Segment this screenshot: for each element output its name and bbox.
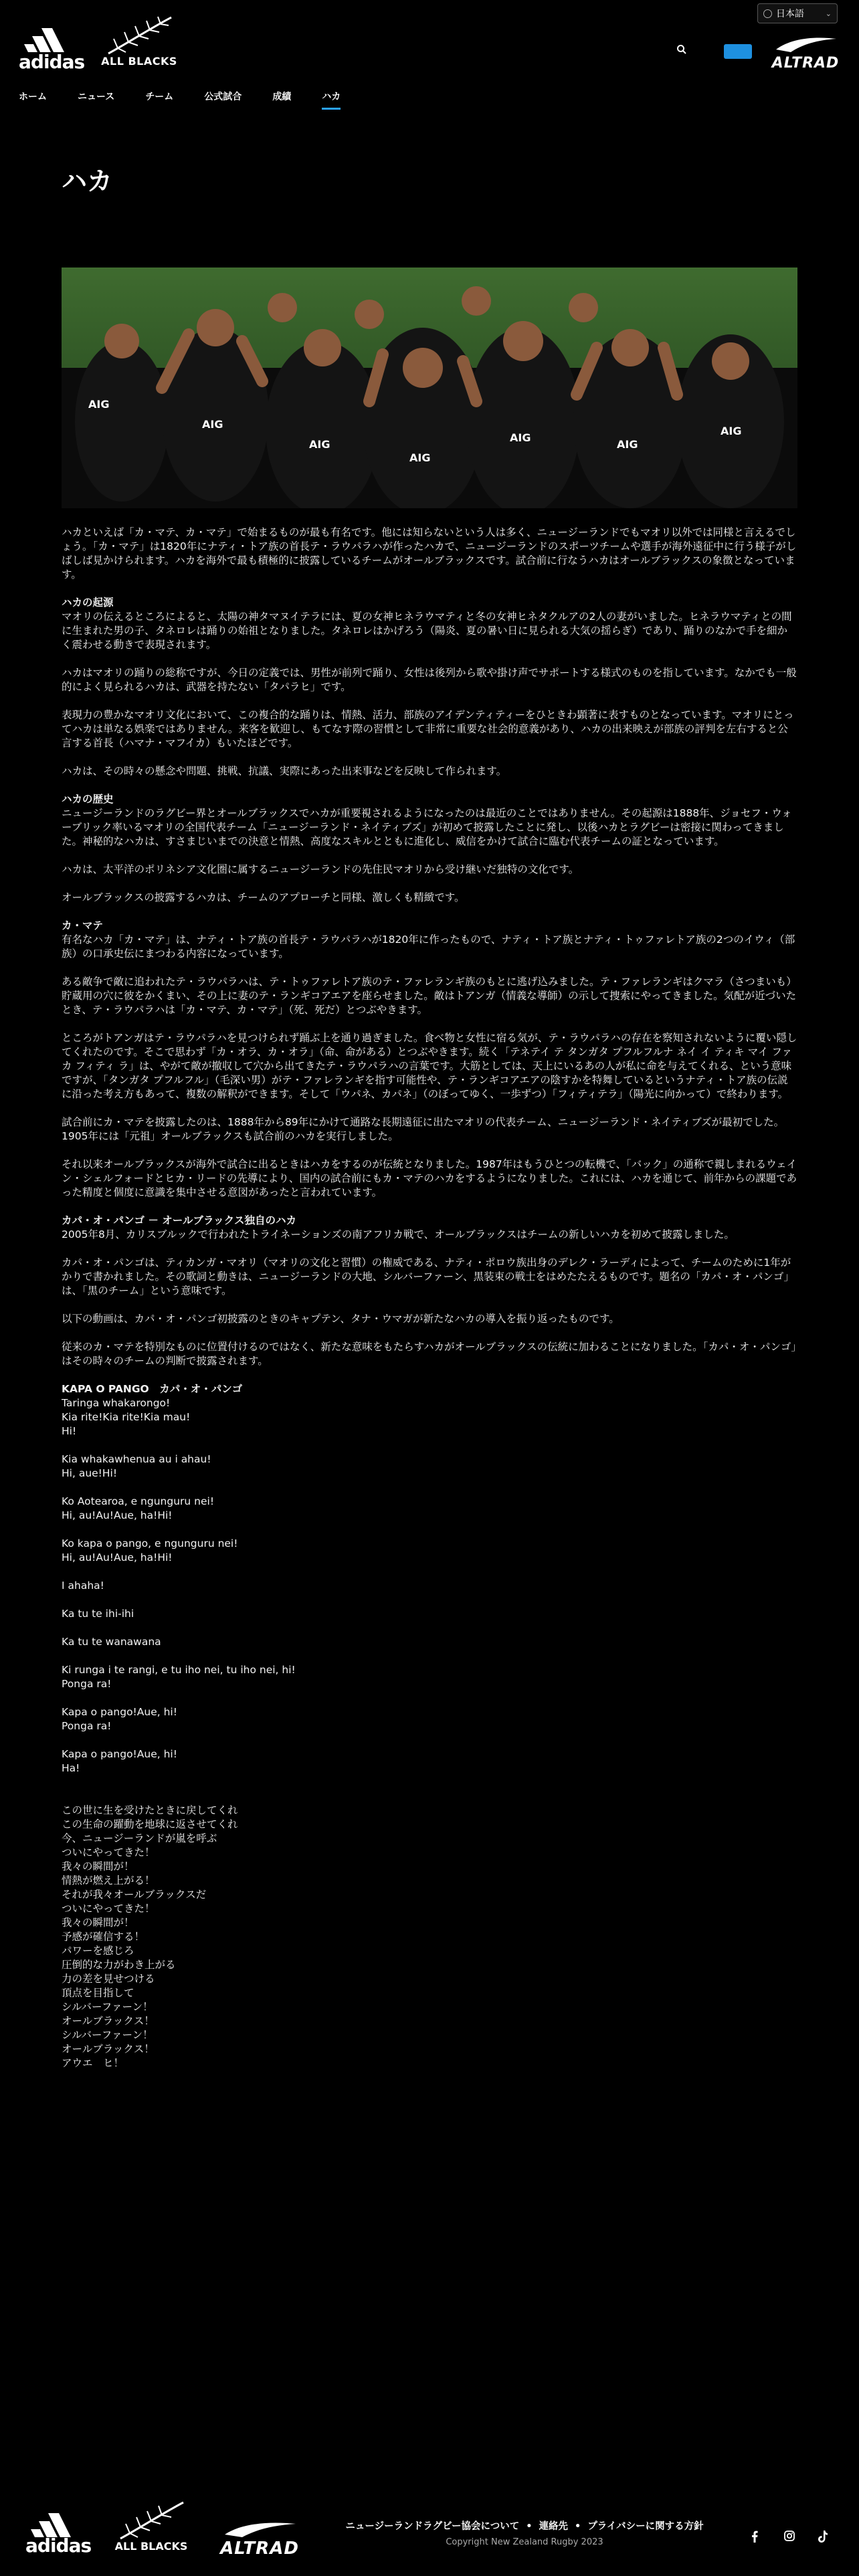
site-header (0, 0, 859, 114)
section-heading-origin: ハカの起源 (62, 597, 114, 609)
altrad-wing-icon (218, 2520, 301, 2540)
lyric-line: 予感が確信する！ (62, 1931, 145, 1943)
lyric-line (62, 1523, 797, 1537)
svg-text:AIG: AIG (510, 431, 531, 444)
footer-link-contact[interactable]: 連絡先 (539, 2521, 569, 2532)
paragraph: ハカは、太平洋のポリネシア文化圏に属するニュージーランドの先住民マオリから受け継いだ独特の文化です。 (62, 863, 579, 875)
lyric-line: 情熱が燃え上がる！ (62, 1874, 155, 1887)
lyric-line: Ponga ra! (62, 1720, 112, 1732)
lyric-line: Kia rite!Kia rite!Kia mau! (62, 1411, 191, 1423)
paragraph: マオリの伝えるところによると、太陽の神タマヌイテラには、夏の女神ヒネラウマティと冬の女神ヒネタクルアの2人の妻がいました。ヒネラウマティとの間に生まれた男の子、タネロレは踊りの始祖となりました。タネロレはかげろう（陽炎、夏の暑い日に見られる大気の揺らぎ）であり、踊りのなかで手を細かく震わせる動きで表現されます。 (62, 611, 792, 651)
footer-link-about[interactable]: ニュージーランドラグビー協会について (345, 2521, 520, 2532)
lyric-line: アウエ ヒ！ (62, 2057, 124, 2069)
paragraph: オールブラックスの披露するハカは、チームのアプローチと同様、激しくも精緻です。 (62, 891, 465, 903)
footer-allblacks-wordmark: ALL BLACKS (114, 2540, 188, 2553)
lyric-line (62, 1649, 797, 1663)
lyric-line: ついにやってきた！ (62, 1903, 155, 1915)
article-body (62, 526, 797, 2070)
lyric-line: Ponga ra! (62, 1678, 112, 1690)
language-value: 日本語 (776, 9, 804, 19)
chevron-down-icon: ⌄ (825, 9, 832, 18)
paragraph: 表現力の豊かなマオリ文化において、この複合的な踊りは、情熱、活力、部族のアイデンティティーをひときわ顕著に表すものとなっています。マオリにとってハカは単なる娯楽ではありません。来客を歓迎し、もてなす際の習慣として非常に重要な社会的意義があり、ハカの出来映えが部族の評判を左右すると公言する首長（ハマナ・マフイカ）もいたほどです。 (62, 709, 794, 749)
svg-text:AIG: AIG (721, 425, 742, 437)
svg-text:AIG: AIG (617, 438, 638, 451)
lyric-line: それが我々オールブラックスだ (62, 1889, 207, 1901)
copyright: Copyright New Zealand Rugby 2023 (446, 2537, 603, 2547)
lyric-line: Hi, au!Au!Aue, ha!Hi! (62, 1509, 173, 1521)
account-button[interactable] (724, 44, 752, 59)
section-heading-kamate: カ・マテ (62, 920, 104, 932)
lyric-line: Ki runga i te rangi, e tu iho nei, tu iho nei, hi! (62, 1664, 296, 1676)
lyric-line: Hi, au!Au!Aue, ha!Hi! (62, 1551, 173, 1564)
lyric-line: Ha! (62, 1762, 80, 1774)
lyrics-block (62, 1396, 797, 2070)
nav-team[interactable]: チーム (145, 92, 174, 102)
svg-text:AIG: AIG (202, 418, 223, 431)
lyric-line: Ko Aotearoa, e ngunguru nei! (62, 1495, 215, 1507)
paragraph: 有名なハカ「カ・マテ」は、ナティ・トア族の首長テ・ラウパラハが1820年に作ったもので、ナティ・トア族とナティ・トゥファレトア族の2つのイウィ（部族）の口承史伝にまつわる内容になっています。 (62, 934, 795, 960)
lyric-line: Ka tu te wanawana (62, 1636, 161, 1648)
paragraph: ハカといえば「カ・マテ、カ・マテ」で始まるものが最も有名です。他には知らないという人は多く、ニュージーランドでもマオリ以外では同様と言えるでしょう。「カ・マテ」は1820年にナティ・トア族の首長テ・ラウパラハが作ったハカで、ニュージーランドのスポーツチームや選手が海外遠征中に行う様子がしばしば見かけられます。ハカを海外で最も積極的に披露しているチームがオールブラックスです。試合前に行なうハカはオールブラックスの象徴となっています。 (62, 526, 797, 580)
lyric-line: 圧倒的な力がわき上がる (62, 1959, 176, 1971)
facebook-icon[interactable] (749, 2531, 760, 2544)
svg-text:AIG: AIG (88, 398, 110, 411)
silver-fern-icon (111, 2500, 191, 2541)
footer-altrad-logo[interactable] (218, 2520, 301, 2557)
lyric-line (62, 1593, 797, 1607)
lyric-line: ついにやってきた！ (62, 1846, 155, 1858)
lyric-line: オールブラックス！ (62, 2015, 155, 2027)
lyric-line: Ko kapa o pango, e ngunguru nei! (62, 1537, 238, 1549)
paragraph: 2005年8月、カリスブルックで行われたトライネーションズの南アフリカ戦で、オールブラックスはチームの新しいハカを初めて披露しました。 (62, 1228, 735, 1241)
paragraph: 以下の動画は、カパ・オ・パンゴ初披露のときのキャプテン、タナ・ウマガが新たなハカの導入を振り返ったものです。 (62, 1313, 619, 1325)
lyric-line: この世に生を受けたときに戻してくれ (62, 1804, 238, 1816)
lyric-line (62, 1481, 797, 1495)
footer-altrad-wordmark: ALTRAD (220, 2539, 299, 2559)
footer-allblacks-logo[interactable] (111, 2500, 191, 2556)
paragraph: カパ・オ・パンゴは、ティカンガ・マオリ（マオリの文化と習慣）の権威である、ナティ・ポロウ族出身のデレク・ラーディによって、チームのために1年がかりで書かれました。その歌詞と動きは、ニュージーランドの大地、シルバーファーン、黒装束の戦士をはめたたえるものです。題名の「カパ・オ・パンゴ」は、「黒のチーム」という意味です。 (62, 1257, 794, 1297)
altrad-wing-icon (771, 35, 840, 55)
lyric-line: Taringa whakarongo! (62, 1397, 171, 1409)
lyric-line: 今、ニュージーランドが嵐を呼ぶ (62, 1832, 217, 1844)
footer-link-privacy[interactable]: プライバシーに関する方針 (587, 2521, 704, 2532)
section-heading-history: ハカの歴史 (62, 793, 114, 805)
svg-text:AIG: AIG (309, 438, 330, 451)
lyric-line: I ahaha! (62, 1580, 104, 1592)
lyric-line: Kapa o pango!Aue, hi! (62, 1706, 177, 1718)
lyric-line: シルバーファーン！ (62, 2001, 153, 2013)
paragraph: それ以来オールブラックスが海外で試合に出るときはハカをするのが伝統となりました。1987年はもうひとつの転機で、「バック」の通称で親しまれるウェイン・シェルフォードとヒカ・リードの先導により、国内の試合前にもカ・マテのハカをするようになりました。これには、ハカを通じて、前年からの課題であった精度と個度に意識を集中させる意図があったと言われています。 (62, 1158, 797, 1198)
lyric-line: この生命の躍動を地球に返させてくれ (62, 1818, 238, 1830)
nav-results[interactable]: 成績 (272, 92, 292, 102)
lyric-line: Kapa o pango!Aue, hi! (62, 1748, 177, 1760)
lyric-line: Hi! (62, 1425, 77, 1437)
lyric-line: 我々の瞬間が！ (62, 1860, 134, 1872)
lyric-line: パワーを感じろ (62, 1945, 134, 1957)
lyric-line (62, 1790, 797, 1804)
lyric-line (62, 1438, 797, 1453)
paragraph: ニュージーランドのラグビー界とオールブラックスでハカが重要視されるようになったのは最近のことではありません。その起源は1888年、ジョセフ・ウォーブリック率いるマオリの全国代表チーム「ニュージーランド・ネイティブズ」が初めて披露したことに発し、以後ハカとラグビーは密接に関わってきました。神秘的なハカは、すさまじいまでの決意と情熱、高度なスキルとともに進化し、威信をかけて試合に臨む代表チームの証となっています。 (62, 807, 792, 847)
adidas-logo[interactable] (19, 27, 85, 73)
altrad-logo[interactable] (771, 35, 840, 72)
footer-adidas-wordmark: adidas (25, 2535, 92, 2557)
tiktok-icon[interactable] (818, 2531, 828, 2544)
paragraph: 試合前にカ・マテを披露したのは、1888年から89年にかけて通路な長期遠征に出たマオリの代表チーム、ニュージーランド・ネイティブズが最初でした。1905年には「元祖」オールブラックスも試合前のハカを実行しました。 (62, 1116, 785, 1142)
lyric-line: 我々の瞬間が！ (62, 1917, 134, 1929)
altrad-wordmark: ALTRAD (771, 55, 840, 72)
nav-news[interactable]: ニュース (78, 92, 115, 102)
lyric-line: Hi, aue!Hi! (62, 1467, 118, 1479)
lyric-line (62, 1621, 797, 1635)
paragraph: 従来のカ・マテを特別なものに位置付けるのではなく、新たな意味をもたらすハカがオールブラックスの伝統に加わることになりました。「カパ・オ・パンゴ」はその時々のチームの判断で披露されます。 (62, 1341, 797, 1367)
lyric-line: シルバーファーン！ (62, 2029, 153, 2041)
adidas-stripes-icon (19, 27, 82, 53)
nav-home[interactable]: ホーム (19, 92, 47, 102)
language-select[interactable] (757, 3, 838, 23)
lyric-line: 力の差を見せつける (62, 1973, 155, 1985)
main-nav (19, 90, 341, 112)
paragraph: ハカはマオリの踊りの総称ですが、今日の定義では、男性が前列で踊り、女性は後列から歌や掛け声でサポートする様式のものを指しています。なかでも一般的によく見られるハカは、武器を持たない「タパラヒ」です。 (62, 667, 797, 693)
lyric-line (62, 1691, 797, 1705)
hero-image-haka (62, 267, 797, 508)
lyric-line: Kia whakawhenua au i ahau! (62, 1453, 211, 1465)
lyric-line (62, 1776, 797, 1790)
lyric-line: 頂点を目指して (62, 1987, 134, 1999)
paragraph: ところがトアンガはテ・ラウパラハを見つけられず踊ぶ上を通り過ぎました。食べ物と女性に宿る気が、テ・ラウパラハの存在を察知されないように覆い隠してくれたのです。そこで思わず「カ・オラ、カ・オラ」（命、命がある）とつぶやきます。続く「テネテイ テ タンガタ プフルフルナ ネイ イ ティキ マイ ファカ フィティ ラ」は、やがて敵が撤収して穴から出てきたテ・ラウパラハの言葉です。大筋としては、天上にいるあの人が私に命を与えてくれる、という意味ですが、「タンガタ プフルフル」（毛深い男）がテ・ファレランギを指す可能性や、テ・ランギコアエアの陰すかを特舞しているというナティ・トア族の伝説に沿った考え方もあって、複数の解釈ができます。そして「ウパネ、カパネ」（のぼってゆく、一歩ずつ）「フィティテラ」（陽光に向かって）で終わります。 (62, 1032, 797, 1100)
lyrics-heading: KAPA O PANGO カパ・オ・パンゴ (62, 1383, 243, 1395)
footer-links: ニュージーランドラグビー協会について • 連絡先 • プライバシーに関する方針 (345, 2521, 704, 2532)
globe-icon (763, 9, 772, 18)
silver-fern-icon (99, 15, 179, 56)
allblacks-logo[interactable] (99, 15, 179, 71)
svg-text:AIG: AIG (409, 451, 431, 464)
site-footer (0, 2488, 859, 2576)
lyric-line: オールブラックス！ (62, 2043, 155, 2055)
allblacks-wordmark: ALL BLACKS (101, 55, 177, 68)
lyric-line (62, 1733, 797, 1747)
section-heading-kapa-o-pango: カパ・オ・パンゴ － オールブラックス独自のハカ (62, 1214, 297, 1226)
search-icon[interactable] (674, 44, 689, 59)
nav-haka[interactable]: ハカ (322, 90, 341, 112)
instagram-icon[interactable] (784, 2531, 795, 2544)
paragraph: ある敵争で敵に追われたテ・ラウパラハは、テ・トゥファレトア族のテ・ファレランギ族のもとに逃げ込みました。テ・ファレランギはクマラ（さつまいも）貯蔵用の穴に彼をかくまい、その上に妻のテ・ランギコアエアを座らせました。敵はトアンガ（情義な導師）の示して捜索にやってきました。気配が近づいたとき、テ・ラウパラハは「カ・マテ、カ・マテ」（死、死だ）とつぶやきます。 (62, 976, 797, 1016)
page-title: ハカ (62, 167, 113, 196)
lyric-line (62, 1565, 797, 1579)
paragraph: ハカは、その時々の懸念や問題、挑戦、抗議、実際にあった出来事などを反映して作られます。 (62, 765, 507, 777)
lyric-line: Ka tu te ihi-ihi (62, 1608, 134, 1620)
nav-matches[interactable]: 公式試合 (204, 92, 242, 102)
footer-adidas-logo[interactable] (25, 2512, 92, 2557)
adidas-wordmark: adidas (19, 51, 85, 73)
